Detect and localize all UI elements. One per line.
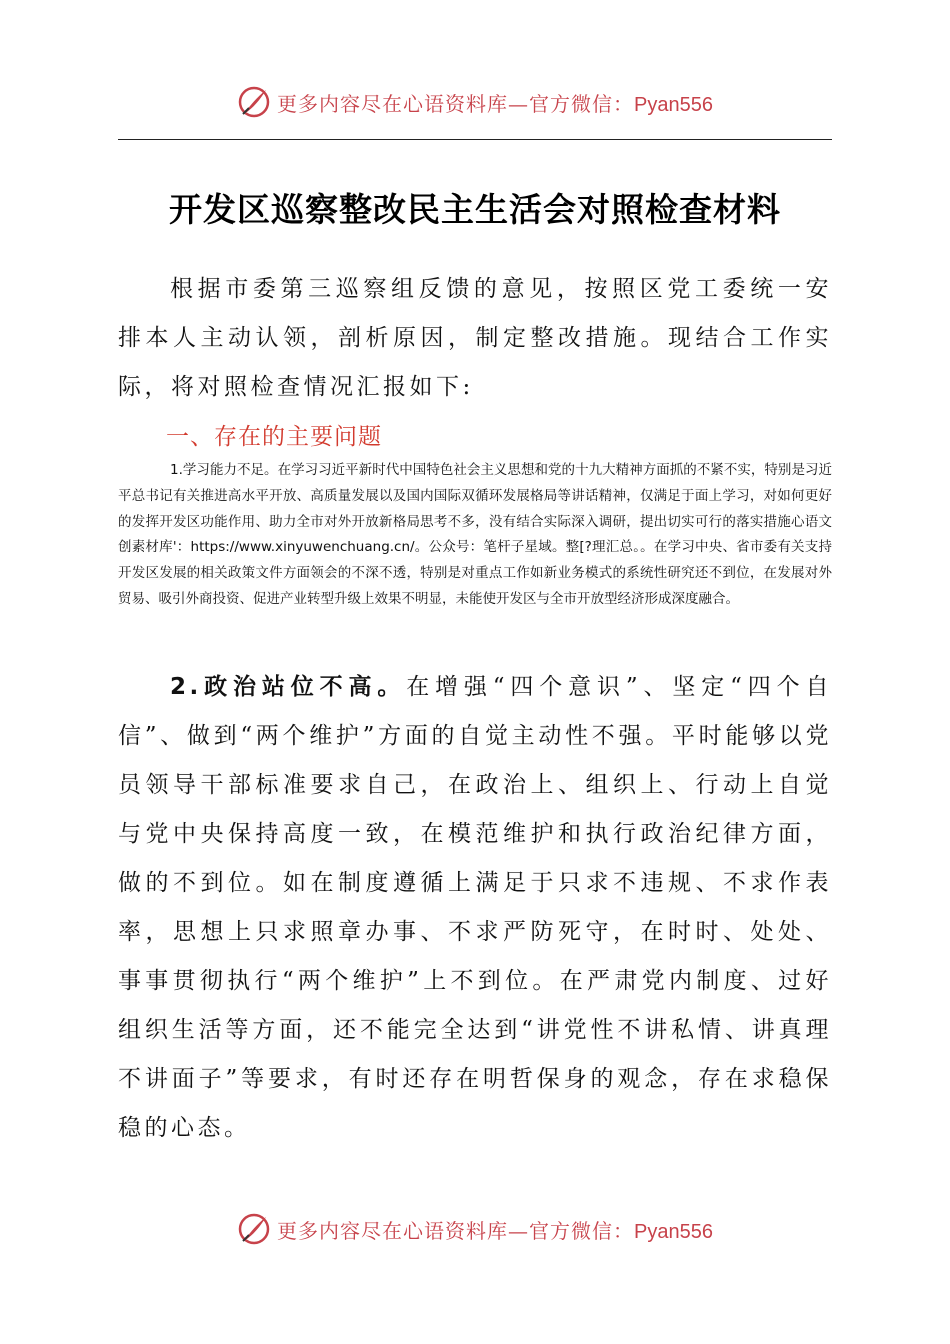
header-banner <box>0 80 950 124</box>
intro-paragraph: 根据市委第三巡察组反馈的意见，按照区党工委统一安排本人主动认领，剖析原因，制定整改措施。现结合工作实际，将对照检查情况汇报如下: <box>118 276 832 400</box>
quill-logo-icon <box>237 85 271 119</box>
section-heading-1: 一、存在的主要问题 <box>166 424 382 450</box>
footer-banner-text-main: 更多内容尽在心语资料库—官方微信： <box>277 1218 635 1243</box>
banner-wechat-id: Pyan556 <box>634 93 713 116</box>
banner-text <box>277 88 713 117</box>
point-2-text: 在增强“四个意识”、坚定“四个自信”、做到“两个维护”方面的自觉主动性不强。平时能够以党员领导干部标准要求自己，在政治上、组织上、行动上自觉与党中央保持高度一致，在模范维护和执行政治纪律方面，做的不到位。如在制度遵循上满足于只求不违规、不求作表率，思想上只求照章办事、不求严防死守，在时时、处处、事事贯彻执行“两个维护”上不到位。在严肃党内制度、过好组织生活等方面，还不能完全达到“讲党性不讲私情、讲真理不讲面子”等要求，有时还存在明哲保身的观念，存在求稳保稳的心态。 <box>118 674 832 1141</box>
footer-banner-text <box>277 1215 713 1244</box>
point-2-paragraph <box>118 663 832 1153</box>
point-1-text: 1.学习能力不足。在学习习近平新时代中国特色社会主义思想和党的十九大精神方面抓的不紧不实，特别是习近平总书记有关推进高水平开放、高质量发展以及国内国际双循环发展格局等讲话精神，仅满足于面上学习，对如何更好的发挥开发区功能作用、助力全市对外开放新格局思考不多，没有结合实际深入调研，提出切实可行的落实措施心语文创素材库'：https://www.xinyuwenchuang.cn/。公众号：笔杆子星域。整[?理汇总。。在学习中央、省市委有关支持开发区发展的相关政策文件方面领会的不深不透，特别是对重点工作如新业务模式的系统性研究还不到位，在发展对外贸易、吸引外商投资、促进产业转型升级上效果不明显，未能使开发区与全市开放型经济形成深度融合。 <box>118 462 832 607</box>
point-1-indent <box>118 462 170 478</box>
footer-banner-wechat-id: Pyan556 <box>634 1220 713 1243</box>
point-1-paragraph <box>118 458 832 613</box>
header-divider <box>118 139 832 140</box>
quill-logo-icon <box>237 1212 271 1246</box>
banner-text-main: 更多内容尽在心语资料库—官方微信： <box>277 91 635 116</box>
point-2-lead: 2.政治站位不高。 <box>170 674 407 700</box>
document-title: 开发区巡察整改民主生活会对照检查材料 <box>169 190 781 229</box>
footer-banner <box>0 1207 950 1251</box>
